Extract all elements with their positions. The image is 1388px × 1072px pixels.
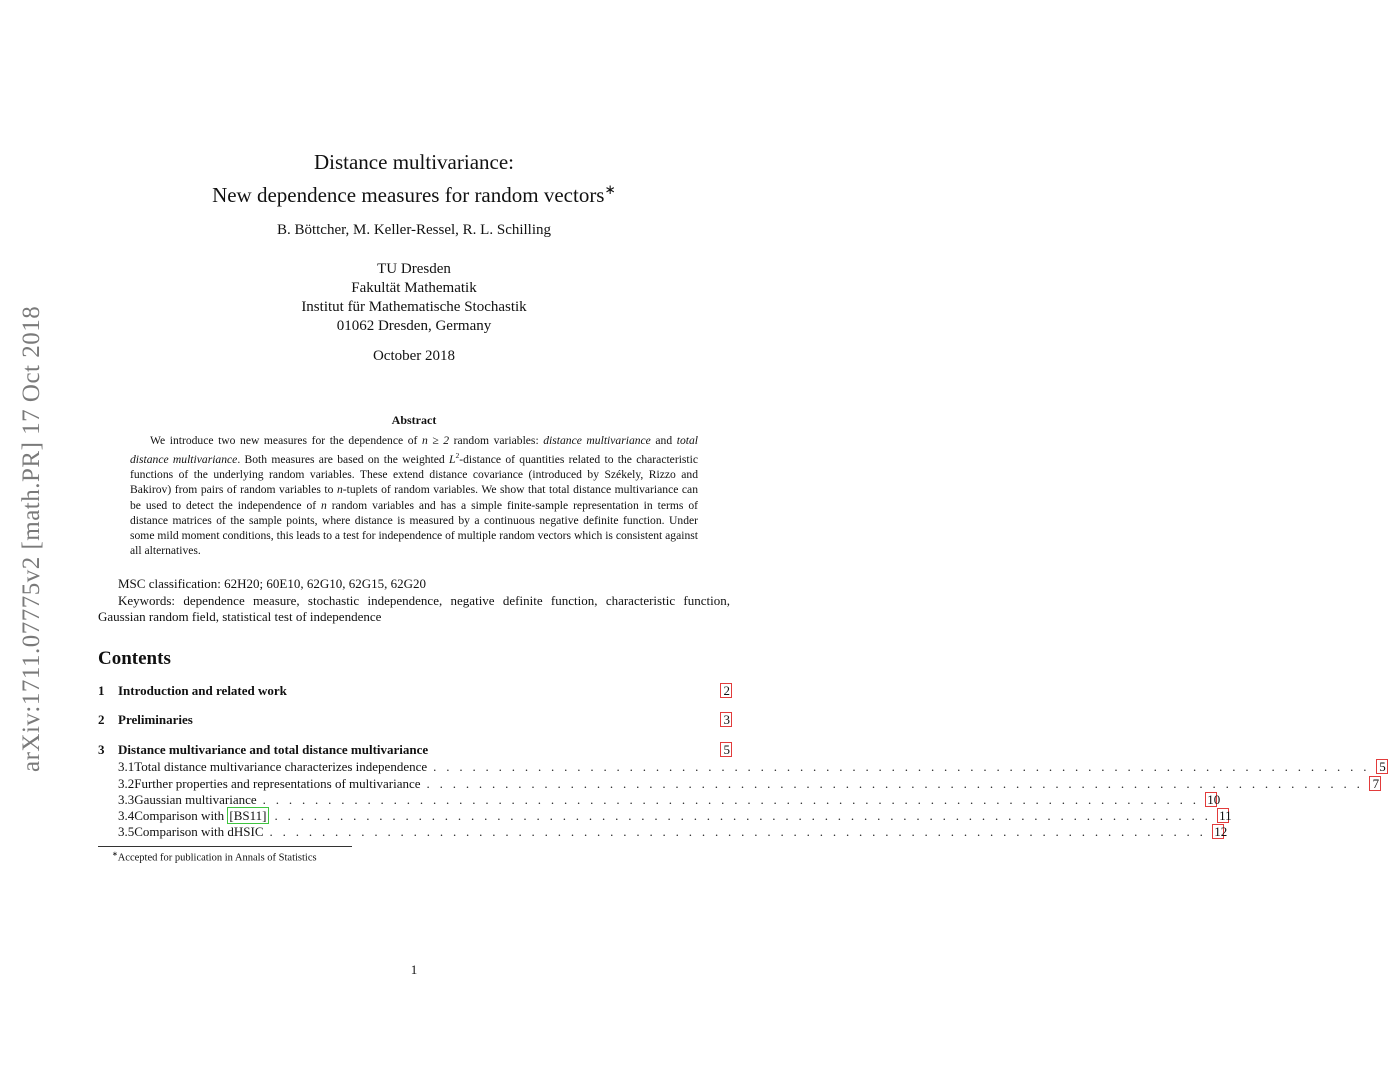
abstract-math: n	[337, 483, 343, 497]
toc-section-1[interactable]	[98, 683, 732, 699]
arxiv-stamp: arXiv:1711.07775v2 [math.PR] 17 Oct 2018	[18, 305, 45, 772]
page-number: 1	[410, 962, 418, 977]
abstract-text	[130, 433, 698, 558]
abstract-segment: We introduce two new measures for the dependence of	[150, 434, 422, 447]
toc-label: Gaussian multivariance	[134, 792, 257, 807]
toc-number: 3.5	[118, 824, 135, 839]
toc-subsection-3-5[interactable]	[98, 824, 1228, 840]
abstract-segment: -distance of quantities related to the characteristic functions of the underlying random variables. These extend distance covariance (introduced by Székely, Rizzo and Bakirov) from pairs of random variables to	[130, 453, 699, 497]
abstract-math-sup: 2	[455, 451, 460, 461]
toc-leader-dots: . . . . . . . . . . . . . . . . . . . . . . . . . . . . . . . . . . . . . . . . . . . . . . . . . . . . . . . . . . . . . . . . . . . . . . . .	[426, 776, 1364, 791]
abstract-segment: -tuplets of random variables. We show that total distance multivariance can be used to detect the independence of	[130, 483, 699, 512]
toc-label: Distance multivariance and total distance multivariance	[118, 742, 429, 757]
abstract-segment: . Both measures are based on the weighted	[237, 453, 449, 467]
msc-classification: MSC classification: 62H20; 60E10, 62G10, 62G15, 62G20	[118, 576, 427, 591]
toc-subsection-3-4[interactable]	[98, 808, 1232, 824]
toc-page-link[interactable]: 12	[1214, 824, 1228, 839]
affiliation	[98, 260, 730, 336]
toc-section-2[interactable]	[98, 712, 732, 728]
abstract-math: n	[321, 498, 327, 512]
footnote-rule	[98, 846, 352, 847]
abstract-segment: random variables and has a simple finite-sample representation in terms of distance matrices of the sample points, where distance is measured by a continuous negative definite function. Under some mild moment conditions, this leads to a test for independence of multiple random vectors which is consistent against all alternatives.	[130, 498, 698, 558]
toc-label: Further properties and representations of multivariance	[134, 776, 421, 791]
date: October 2018	[372, 348, 456, 364]
abstract-term: total distance multivariance	[130, 434, 698, 467]
toc-page-link[interactable]: 3	[720, 712, 732, 727]
footnote-text: Accepted for publication in Annals of Statistics	[117, 852, 317, 864]
toc-leader-dots: . . . . . . . . . . . . . . . . . . . . . . . . . . . . . . . . . . . . . . . . . . . . . . . . . . . . . . . . . . . . . . . . . . . . . . . .	[433, 759, 1370, 774]
toc-subsection-3-2[interactable]	[98, 776, 1380, 792]
abstract-segment: and	[650, 434, 677, 447]
toc-number: 3	[98, 742, 105, 757]
toc-page-link[interactable]: 5	[720, 742, 732, 757]
toc-leader-dots: . . . . . . . . . . . . . . . . . . . . . . . . . . . . . . . . . . . . . . . . . . . . . . . . . . . . . . . . . . . . . . . . . . . . . . . .	[262, 792, 1200, 807]
abstract-segment: random variables:	[449, 434, 544, 447]
title-line-1: Distance multivariance:	[313, 150, 514, 174]
affiliation-line: Institut für Mathematische Stochastik	[301, 299, 527, 315]
toc-number: 3.2	[118, 776, 135, 791]
abstract-math: L	[449, 453, 456, 467]
affiliation-line: Fakultät Mathematik	[351, 280, 477, 296]
affiliation-line: 01062 Dresden, Germany	[336, 318, 492, 334]
toc-page-link[interactable]: 5	[1376, 759, 1388, 774]
toc-label: Preliminaries	[118, 712, 193, 727]
abstract-heading: Abstract	[391, 413, 437, 427]
toc-number: 1	[98, 683, 105, 698]
toc-leader-dots: . . . . . . . . . . . . . . . . . . . . . . . . . . . . . . . . . . . . . . . . . . . . . . . . . . . . . . . . . . . . . . . . . . . . . . . .	[269, 824, 1207, 839]
toc-page-link[interactable]: 2	[720, 683, 732, 698]
toc-subsection-3-1[interactable]	[98, 759, 1386, 775]
toc-leader-dots: . . . . . . . . . . . . . . . . . . . . . . . . . . . . . . . . . . . . . . . . . . . . . . . . . . . . . . . . . . . . . . . . . . . . . . . .	[274, 808, 1212, 823]
citation-link[interactable]: [BS11]	[229, 808, 267, 823]
title-line-2-text: New dependence measures for random vectors	[212, 183, 605, 207]
toc-page-link[interactable]: 11	[1219, 808, 1232, 823]
affiliation-line: TU Dresden	[377, 261, 451, 277]
toc-page-link[interactable]: 10	[1207, 792, 1221, 807]
abstract-term: distance multivariance	[543, 434, 651, 447]
toc-label: Introduction and related work	[118, 683, 287, 698]
paper-title	[98, 148, 730, 209]
keywords: Keywords: dependence measure, stochastic independence, negative definite function, characteristic function, Gaussian random field, statistical test of independence	[98, 593, 730, 624]
contents-heading: Contents	[98, 648, 171, 669]
toc-number: 3.3	[118, 792, 135, 807]
toc-section-3[interactable]	[98, 742, 732, 758]
toc-label: Total distance multivariance characterizes independence	[134, 759, 428, 774]
toc-label	[134, 808, 268, 824]
toc-number: 3.4	[118, 808, 135, 823]
title-footnote-mark[interactable]: ∗	[604, 182, 616, 197]
title-line-2	[98, 176, 730, 209]
abstract-math: n ≥ 2	[421, 434, 450, 447]
toc-subsection-3-3[interactable]	[98, 792, 1221, 808]
toc-number: 3.1	[118, 759, 135, 774]
toc-label-text: Comparison with	[134, 808, 228, 823]
footnote	[112, 850, 317, 864]
footnote-mark: ∗	[112, 851, 118, 858]
authors: B. Böttcher, M. Keller-Ressel, R. L. Schilling	[276, 222, 552, 238]
toc-label: Comparison with dHSIC	[134, 824, 264, 839]
toc-number: 2	[98, 712, 105, 727]
toc-page-link[interactable]: 7	[1369, 776, 1381, 791]
